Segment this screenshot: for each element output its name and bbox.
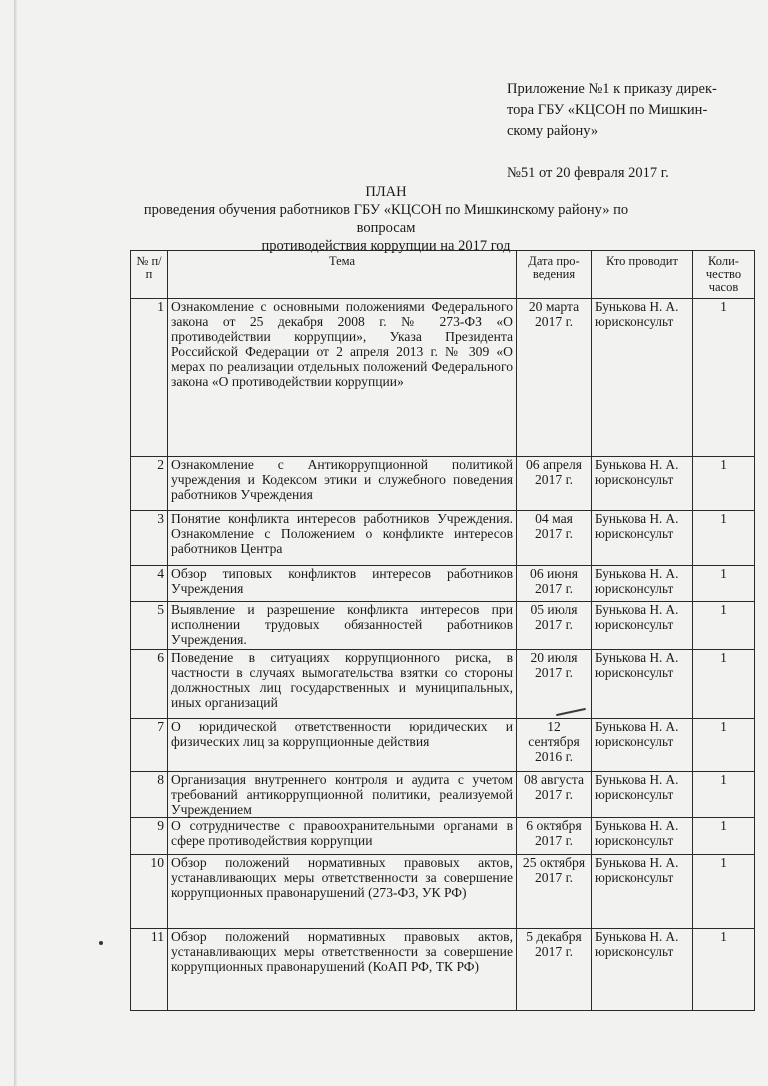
row-num: 7	[131, 719, 168, 772]
row-date: 20 июля 2017 г.	[517, 650, 592, 719]
row-hours: 1	[693, 457, 755, 511]
table-row	[131, 457, 755, 511]
scan-edge-shadow	[14, 0, 17, 1086]
table-row	[131, 772, 755, 818]
title-sub-1: проведения обучения работников ГБУ «КЦСОН по Мишкинскому району» по вопросам	[143, 202, 629, 236]
training-plan-table	[130, 250, 755, 1011]
row-date: 08 августа 2017 г.	[517, 772, 592, 818]
row-date: 06 июня 2017 г.	[517, 566, 592, 602]
row-hours: 1	[693, 818, 755, 855]
row-num: 4	[131, 566, 168, 602]
appendix-line-1: Приложение №1 к приказу дирек-	[507, 81, 717, 97]
row-topic: Обзор положений нормативных правовых актов, устанавливающих меры ответственности за совершение коррупционных правонарушений (КоАП РФ, ТК РФ)	[168, 929, 517, 1011]
row-who: Бунькова Н. А. юрисконсульт	[592, 299, 693, 457]
table-row	[131, 566, 755, 602]
appendix-line-2: тора ГБУ «КЦСОН по Мишкин-	[507, 102, 708, 118]
table-row	[131, 299, 755, 457]
row-topic: О сотрудничестве с правоохранительными органами в сфере противодействия коррупции	[168, 818, 517, 855]
header-who: Кто проводит	[592, 251, 693, 299]
appendix-line-3: скому району»	[507, 123, 599, 139]
row-hours: 1	[693, 511, 755, 566]
row-num: 1	[131, 299, 168, 457]
row-date: 5 декабря 2017 г.	[517, 929, 592, 1011]
appendix-note	[507, 79, 739, 184]
row-topic: Ознакомление с Антикоррупционной политикой учреждения и Кодексом этики и служебного поведения работников Учреждения	[168, 457, 517, 511]
row-who: Бунькова Н. А. юрисконсульт	[592, 855, 693, 929]
table-row	[131, 602, 755, 650]
row-topic: Ознакомление с основными положениями Федерального закона от 25 декабря 2008 г. № 273-ФЗ «О противодействии коррупции», Указа Президента Российской Федерации от 2 апреля 2013 г. № 309 «О мерах по реализации отдельных положений Федерального закона «О противодействии коррупции»	[168, 299, 517, 457]
row-topic: О юридической ответственности юридических и физических лиц за коррупционные действия	[168, 719, 517, 772]
row-hours: 1	[693, 719, 755, 772]
row-hours: 1	[693, 855, 755, 929]
row-who: Бунькова Н. А. юрисконсульт	[592, 929, 693, 1011]
row-hours: 1	[693, 929, 755, 1011]
row-hours: 1	[693, 772, 755, 818]
table-row	[131, 650, 755, 719]
table-row	[131, 719, 755, 772]
row-hours: 1	[693, 650, 755, 719]
table-header-row	[131, 251, 755, 299]
table-row	[131, 818, 755, 855]
title-sub-2: противодействия коррупции на 2017 год	[261, 238, 511, 254]
row-num: 9	[131, 818, 168, 855]
header-hours: Коли-чество часов	[693, 251, 755, 299]
row-date: 12 сентября 2016 г.	[517, 719, 592, 772]
scan-dot-mark	[99, 941, 103, 945]
row-who: Бунькова Н. А. юрисконсульт	[592, 511, 693, 566]
row-topic: Организация внутреннего контроля и аудита с учетом требований антикоррупционной политики, реализуемой Учреждением	[168, 772, 517, 818]
row-hours: 1	[693, 602, 755, 650]
row-num: 8	[131, 772, 168, 818]
row-num: 5	[131, 602, 168, 650]
row-date: 25 октября 2017 г.	[517, 855, 592, 929]
row-num: 6	[131, 650, 168, 719]
row-date: 04 мая 2017 г.	[517, 511, 592, 566]
row-who: Бунькова Н. А. юрисконсульт	[592, 457, 693, 511]
row-topic: Поведение в ситуациях коррупционного риска, в частности в случаях вымогательства взятки со стороны должностных лиц государственных и муниципальных, иных организаций	[168, 650, 517, 719]
row-date: 20 марта 2017 г.	[517, 299, 592, 457]
row-topic: Выявление и разрешение конфликта интересов при исполнении трудовых обязанностей работников Учреждения.	[168, 602, 517, 650]
row-who: Бунькова Н. А. юрисконсульт	[592, 602, 693, 650]
row-num: 10	[131, 855, 168, 929]
row-who: Бунькова Н. А. юрисконсульт	[592, 719, 693, 772]
document-title	[126, 183, 646, 255]
title-main: ПЛАН	[365, 184, 407, 200]
order-number: №51 от 20 февраля 2017 г.	[507, 165, 669, 181]
row-hours: 1	[693, 299, 755, 457]
row-topic: Обзор типовых конфликтов интересов работников Учреждения	[168, 566, 517, 602]
row-hours: 1	[693, 566, 755, 602]
row-topic: Понятие конфликта интересов работников Учреждения. Ознакомление с Положением о конфликте интересов работников Центра	[168, 511, 517, 566]
row-num: 3	[131, 511, 168, 566]
row-who: Бунькова Н. А. юрисконсульт	[592, 566, 693, 602]
row-topic: Обзор положений нормативных правовых актов, устанавливающих меры ответственности за совершение коррупционных правонарушений (273-ФЗ, УК РФ)	[168, 855, 517, 929]
row-date: 05 июля 2017 г.	[517, 602, 592, 650]
row-num: 11	[131, 929, 168, 1011]
row-who: Бунькова Н. А. юрисконсульт	[592, 650, 693, 719]
row-num: 2	[131, 457, 168, 511]
table-row	[131, 855, 755, 929]
table-row	[131, 511, 755, 566]
row-date: 06 апреля 2017 г.	[517, 457, 592, 511]
header-topic: Тема	[168, 251, 517, 299]
row-who: Бунькова Н. А. юрисконсульт	[592, 772, 693, 818]
header-date: Дата про-ведения	[517, 251, 592, 299]
table-row	[131, 929, 755, 1011]
header-num: № п/п	[131, 251, 168, 299]
row-date: 6 октября 2017 г.	[517, 818, 592, 855]
row-who: Бунькова Н. А. юрисконсульт	[592, 818, 693, 855]
